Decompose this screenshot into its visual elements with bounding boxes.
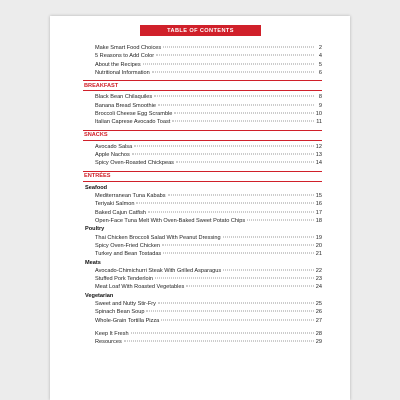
leader-dots (146, 311, 313, 312)
leader-dots (124, 341, 314, 342)
entry-title: Teriyaki Salmon (95, 201, 135, 208)
toc-entry[interactable] (83, 52, 322, 60)
subheading-vegetarian: Vegetarian (85, 292, 114, 299)
toc-entry[interactable] (83, 69, 322, 77)
entry-page: 12 (315, 143, 322, 150)
toc-entry[interactable] (83, 338, 322, 346)
entry-title: Stuffed Pork Tenderloin (95, 276, 153, 283)
leader-dots (163, 47, 314, 48)
entry-title: About the Recipes (95, 61, 141, 68)
entry-page: 27 (315, 317, 322, 324)
toc-entry[interactable] (83, 151, 322, 159)
entry-title: Broccoli Cheese Egg Scramble (95, 110, 173, 117)
entry-page: 29 (315, 339, 322, 346)
leader-dots (136, 203, 313, 204)
leader-dots (174, 112, 313, 113)
toc-entry[interactable] (83, 300, 322, 308)
entry-title: Baked Cajun Catfish (95, 209, 146, 216)
entry-title: Whole-Grain Tortilla Pizza (95, 317, 160, 324)
leader-dots (134, 145, 314, 146)
toc-entry[interactable] (83, 44, 322, 52)
entry-title: Banana Bread Smoothie (95, 102, 156, 109)
entry-page: 4 (318, 53, 322, 60)
leader-dots (163, 253, 314, 254)
toc-entry[interactable] (83, 308, 322, 316)
entry-title: Nutritional Information (95, 69, 150, 76)
entry-title: Mediterranean Tuna Kababs (95, 193, 166, 200)
entry-title: Thai Chicken Broccoli Salad With Peanut Dressing (95, 234, 221, 241)
leader-dots (156, 55, 314, 56)
entry-title: Sweet and Nutty Stir-Fry (95, 300, 156, 307)
entry-title: Italian Caprese Avocado Toast (95, 119, 171, 126)
toc-entry[interactable] (83, 267, 322, 275)
entry-title: Spicy Oven-Roasted Chickpeas (95, 160, 174, 167)
entry-page: 17 (315, 209, 322, 216)
entry-title: Avocado-Chimichurri Steak With Grilled Asparagus (95, 267, 222, 274)
entry-page: 23 (315, 276, 322, 283)
leader-dots (176, 162, 314, 163)
entry-title: Spinach Bean Soup (95, 309, 145, 316)
entry-page: 11 (316, 119, 322, 126)
leader-dots (143, 63, 314, 64)
toc-banner: TABLE OF CONTENTS (140, 25, 261, 36)
entry-page: 10 (315, 110, 322, 117)
toc-entry[interactable] (83, 159, 322, 167)
subheading-meats: Meats (85, 259, 101, 266)
subheading-poultry: Poultry (85, 226, 105, 233)
toc-entry[interactable] (83, 217, 322, 225)
toc-content (83, 44, 322, 346)
toc-entry[interactable] (83, 192, 322, 200)
entry-page: 2 (318, 45, 322, 51)
subheading-seafood: Seafood (85, 184, 108, 191)
entry-title: Keep It Fresh (95, 330, 129, 337)
entry-page: 19 (315, 234, 322, 241)
entry-title: Resources (95, 339, 122, 346)
entry-page: 6 (318, 69, 322, 76)
toc-entry[interactable] (83, 110, 322, 118)
toc-entry[interactable] (83, 330, 322, 338)
leader-dots (172, 121, 314, 122)
leader-dots (247, 220, 314, 221)
section-heading-snacks: SNACKS (83, 130, 322, 141)
entry-title: Meat Loaf With Roasted Vegetables (95, 284, 185, 291)
entry-page: 22 (315, 267, 322, 274)
entry-title: 5 Reasons to Add Color (95, 53, 155, 60)
leader-dots (162, 244, 314, 245)
leader-dots (186, 286, 314, 287)
toc-entry[interactable] (83, 317, 322, 325)
entry-title: Apple Nachos (95, 152, 130, 159)
toc-entry[interactable] (83, 61, 322, 69)
entry-page: 25 (315, 300, 322, 307)
entry-page: 8 (318, 94, 322, 101)
entry-page: 14 (315, 160, 322, 167)
entry-page: 13 (315, 152, 322, 159)
entry-page: 5 (318, 61, 322, 68)
toc-entry[interactable] (83, 143, 322, 151)
toc-entry[interactable] (83, 209, 322, 217)
toc-entry[interactable] (83, 102, 322, 110)
entry-page: 28 (315, 330, 322, 337)
entry-page: 21 (315, 251, 322, 258)
toc-entry[interactable] (83, 200, 322, 208)
leader-dots (131, 332, 314, 333)
leader-dots (132, 154, 314, 155)
entry-title: Spicy Oven-Fried Chicken (95, 242, 160, 249)
leader-dots (161, 319, 314, 320)
entry-title: Black Bean Chilaquiles (95, 94, 153, 101)
entry-page: 9 (318, 102, 322, 109)
entry-page: 20 (315, 242, 322, 249)
entry-page: 18 (315, 218, 322, 225)
document-page (50, 16, 350, 400)
leader-dots (223, 269, 314, 270)
leader-dots (168, 195, 314, 196)
toc-entry[interactable] (83, 283, 322, 291)
entry-page: 26 (315, 309, 322, 316)
entry-title: Make Smart Food Choices (95, 45, 162, 51)
section-heading-breakfast: BREAKFAST (83, 80, 322, 91)
toc-entry[interactable] (83, 242, 322, 250)
leader-dots (223, 236, 314, 237)
leader-dots (152, 71, 314, 72)
entry-page: 24 (315, 284, 322, 291)
leader-dots (154, 96, 314, 97)
entry-title: Avocado Salsa (95, 143, 133, 150)
toc-entry[interactable] (83, 250, 322, 258)
leader-dots (158, 302, 314, 303)
leader-dots (148, 211, 314, 212)
toc-entry[interactable] (83, 275, 322, 283)
entry-title: Open-Face Tuna Melt With Oven-Baked Sweet Potato Chips (95, 218, 246, 225)
entry-title: Turkey and Bean Tostadas (95, 251, 162, 258)
entry-page: 16 (315, 201, 322, 208)
toc-entry[interactable] (83, 118, 322, 126)
toc-entry[interactable] (83, 234, 322, 242)
leader-dots (158, 104, 314, 105)
section-heading-entrees: ENTRÉES (83, 171, 322, 182)
leader-dots (155, 278, 314, 279)
toc-entry[interactable] (83, 93, 322, 101)
entry-page: 15 (315, 193, 322, 200)
intro-list (83, 44, 322, 77)
